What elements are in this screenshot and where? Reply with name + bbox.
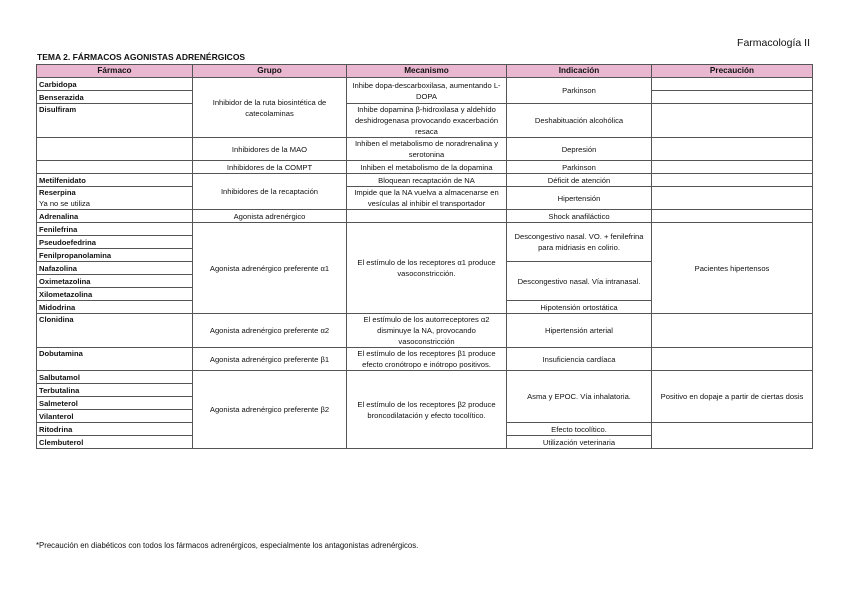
precaution-alfa1: Pacientes hipertensos [652,223,813,314]
precaution-empty [652,104,813,138]
indication-depresion: Depresión [507,138,652,161]
indication-hta: Hipertensión arterial [507,314,652,348]
group-agonista: Agonista adrenérgico [193,210,347,223]
table-row [37,78,813,91]
table-row [37,371,813,384]
table-row [37,223,813,236]
drug-metilfenidato: Metilfenidato [37,174,193,187]
drug-adrenalina: Adrenalina [37,210,193,223]
indication-hipertension: Hipertensión [507,187,652,210]
drug-reserpina [37,187,193,210]
mechanism-reserpina: Impide que la NA vuelva a almacenarse en vesículas al inhibir el transportador [347,187,507,210]
drug-clembuterol: Clembuterol [37,436,193,449]
precaution-empty [652,187,813,210]
drug-midodrina: Midodrina [37,301,193,314]
indication-insuficiencia: Insuficiencia cardíaca [507,348,652,371]
mechanism-alfa1: El estímulo de los receptores α1 produce vasoconstricción. [347,223,507,314]
mechanism-beta2: El estímulo de los receptores β2 produce broncodilatación y efecto tocolítico. [347,371,507,449]
group-mao: Inhibidores de la MAO [193,138,347,161]
column-header-precaucion: Precaución [652,65,813,78]
precaution-empty [652,314,813,348]
column-header-mecanismo: Mecanismo [347,65,507,78]
drug-nafazolina: Nafazolina [37,262,193,275]
drug-reserpina-name: Reserpina [39,188,76,197]
precaution-beta2: Positivo en dopaje a partir de ciertas dosis [652,371,813,423]
mechanism-dopamina: Inhibe dopamina β-hidroxilasa y aldehído deshidrogenasa provocando exacerbación resaca [347,104,507,138]
column-header-grupo: Grupo [193,65,347,78]
table-row [37,174,813,187]
precaution-empty [652,423,813,449]
drug-fenilefrina: Fenilefrina [37,223,193,236]
mechanism-dopa: Inhibe dopa-descarboxilasa, aumentando L-DOPA [347,78,507,104]
drug-xilometazolina: Xilometazolina [37,288,193,301]
drug-salmeterol: Salmeterol [37,397,193,410]
precaution-empty [652,161,813,174]
indication-veterinaria: Utilización veterinaria [507,436,652,449]
drugs-table [36,64,813,449]
precaution-empty [652,78,813,91]
indication-decongestivo-vo: Descongestivo nasal. VO. + fenilefrina para midriasis en colirio. [507,223,652,262]
drug-clonidina: Clonidina [37,314,193,348]
indication-hipotension: Hipotensión ortostática [507,301,652,314]
group-biosintesis: Inhibidor de la ruta biosintética de catecolaminas [193,78,347,138]
drug-vilanterol: Vilanterol [37,410,193,423]
mechanism-na: Bloquean recaptación de NA [347,174,507,187]
mechanism-compt: Inhiben el metabolismo de la dopamina [347,161,507,174]
precaution-empty [652,138,813,161]
mechanism-mao: Inhiben el metabolismo de noradrenalina y serotonina [347,138,507,161]
indication-parkinson: Parkinson [507,78,652,104]
group-compt: Inhibidores de la COMPT [193,161,347,174]
drug-salbutamol: Salbutamol [37,371,193,384]
table-row [37,210,813,223]
indication-atencion: Déficit de atención [507,174,652,187]
indication-asma: Asma y EPOC. Vía inhalatoria. [507,371,652,423]
drug-disulfiram: Disulfiram [37,104,193,138]
subject-header: Farmacología II [737,37,810,49]
drug-benserazida: Benserazida [37,91,193,104]
group-recaptacion: Inhibidores de la recaptación [193,174,347,210]
mechanism-alfa2: El estímulo de los autorreceptores α2 disminuye la NA, provocando vasoconstricción [347,314,507,348]
drug-oximetazolina: Oximetazolina [37,275,193,288]
footnote: *Precaución en diabéticos con todos los fármacos adrenérgicos, especialmente los antagonistas adrenérgicos. [36,541,419,550]
indication-tocolitico: Efecto tocolítico. [507,423,652,436]
drug-reserpina-note: Ya no se utiliza [39,199,90,208]
drug-empty [37,138,193,161]
table-header-row [37,65,813,78]
column-header-indicacion: Indicación [507,65,652,78]
mechanism-empty [347,210,507,223]
column-header-farmaco: Fármaco [37,65,193,78]
drug-dobutamina: Dobutamina [37,348,193,371]
drug-pseudoefedrina: Pseudoefedrina [37,236,193,249]
drug-terbutalina: Terbutalina [37,384,193,397]
precaution-empty [652,91,813,104]
group-alfa2: Agonista adrenérgico preferente α2 [193,314,347,348]
indication-shock: Shock anafiláctico [507,210,652,223]
indication-decongestivo-in: Descongestivo nasal. Vía intranasal. [507,262,652,301]
group-beta1: Agonista adrenérgico preferente β1 [193,348,347,371]
indication-alcohol: Deshabituación alcohólica [507,104,652,138]
drug-carbidopa: Carbidopa [37,78,193,91]
group-alfa1: Agonista adrenérgico preferente α1 [193,223,347,314]
precaution-empty [652,210,813,223]
drug-empty [37,161,193,174]
indication-parkinson-2: Parkinson [507,161,652,174]
precaution-empty [652,174,813,187]
page-title: TEMA 2. FÁRMACOS AGONISTAS ADRENÉRGICOS [37,52,246,62]
group-beta2: Agonista adrenérgico preferente β2 [193,371,347,449]
drug-ritodrina: Ritodrina [37,423,193,436]
precaution-empty [652,348,813,371]
drug-fenilpropanolamina: Fenilpropanolamina [37,249,193,262]
mechanism-beta1: El estímulo de los receptores β1 produce efecto cronótropo e inótropo positivos. [347,348,507,371]
